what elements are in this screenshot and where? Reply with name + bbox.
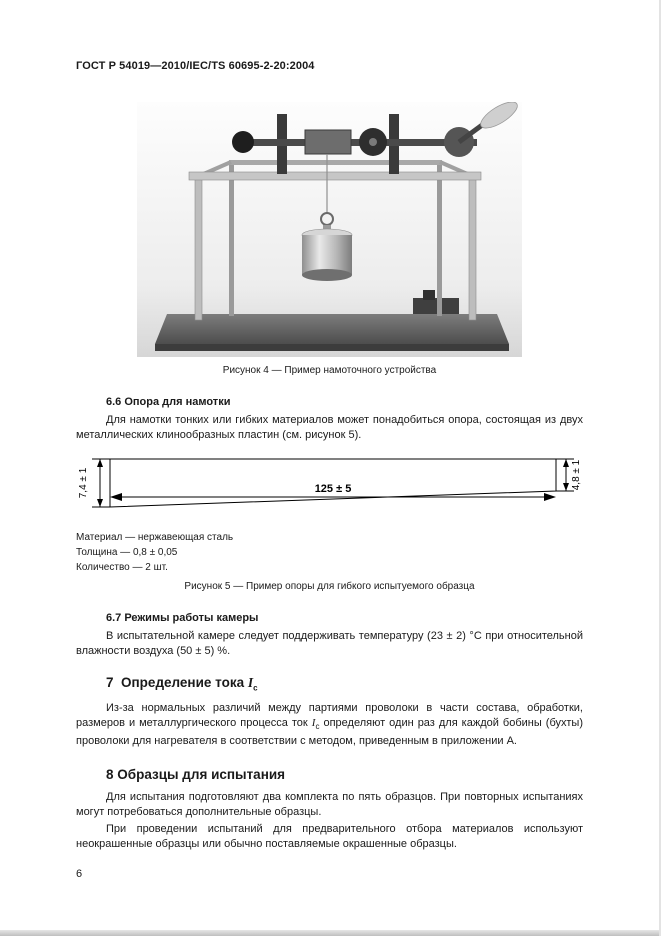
figure4-caption: Рисунок 4 — Пример намоточного устройства: [222, 365, 437, 376]
dimension-right-label: 4,8 ± 1: [571, 459, 582, 491]
page-number: 6: [76, 868, 83, 880]
current-symbol-inline: I: [311, 716, 316, 729]
section-6-7-paragraph: В испытательной камере следует поддерживать температуру (23 ± 2) °С при относительной влажности воздуха (50 ± 5) %.: [76, 630, 583, 657]
current-symbol-inline-subscript: c: [315, 721, 320, 731]
figure4-photo: [137, 102, 522, 357]
section-7-text-after: определяют один раз для каждой бобины (бухты) проволоки для нагревателя в соответствии с методом, приведенным в приложении А.: [76, 716, 583, 747]
section-7-paragraph: [76, 701, 583, 749]
section-8-paragraph-2: При проведении испытаний для предварительного отбора материалов используют неокрашенные образцы или обычно поставляемые окрашенные образцы.: [76, 822, 583, 850]
support-plate-drawing: [76, 451, 586, 517]
current-symbol: I: [247, 675, 254, 690]
section-7-number: 7: [106, 675, 114, 690]
section-6-6-paragraph: Для намотки тонких или гибких материалов может понадобиться опора, состоящая из двух металлических клинообразных пластин (см. рисунок 5).: [76, 414, 583, 441]
section-6-7-title: 6.7 Режимы работы камеры: [106, 612, 259, 624]
material-line: Материал — нержавеющая сталь: [76, 532, 234, 543]
figure5-drawing: [76, 451, 583, 522]
section-8-paragraph-1: Для испытания подготовляют два комплекта по пять образцов. При повторных испытаниях могут потребоваться дополнительные образцы.: [76, 790, 583, 818]
thickness-line: Толщина — 0,8 ± 0,05: [76, 547, 178, 558]
section-7-title: [76, 675, 583, 693]
figure5-materials: [76, 530, 583, 575]
dimension-length-label: 125 ± 5: [314, 483, 352, 495]
current-symbol-subscript: c: [253, 683, 258, 693]
dimension-left-label: 7,4 ± 1: [78, 467, 89, 499]
quantity-line: Количество — 2 шт.: [76, 562, 168, 573]
section-8-title: 8 Образцы для испытания: [106, 766, 286, 782]
document-header-title: ГОСТ Р 54019—2010/IEC/TS 60695-2-20:2004: [76, 60, 315, 72]
section-6-6-title: 6.6 Опора для намотки: [106, 396, 231, 408]
section-7-text-before: Из-за нормальных различий между партиями проволоки в части состава, обработки, размеров и металлургического процесса ток: [76, 701, 583, 729]
winding-device-photo: [137, 102, 522, 357]
section-7-title-text: Определение тока: [121, 675, 245, 690]
figure5-caption: Рисунок 5 — Пример опоры для гибкого испытуемого образца: [184, 581, 475, 592]
